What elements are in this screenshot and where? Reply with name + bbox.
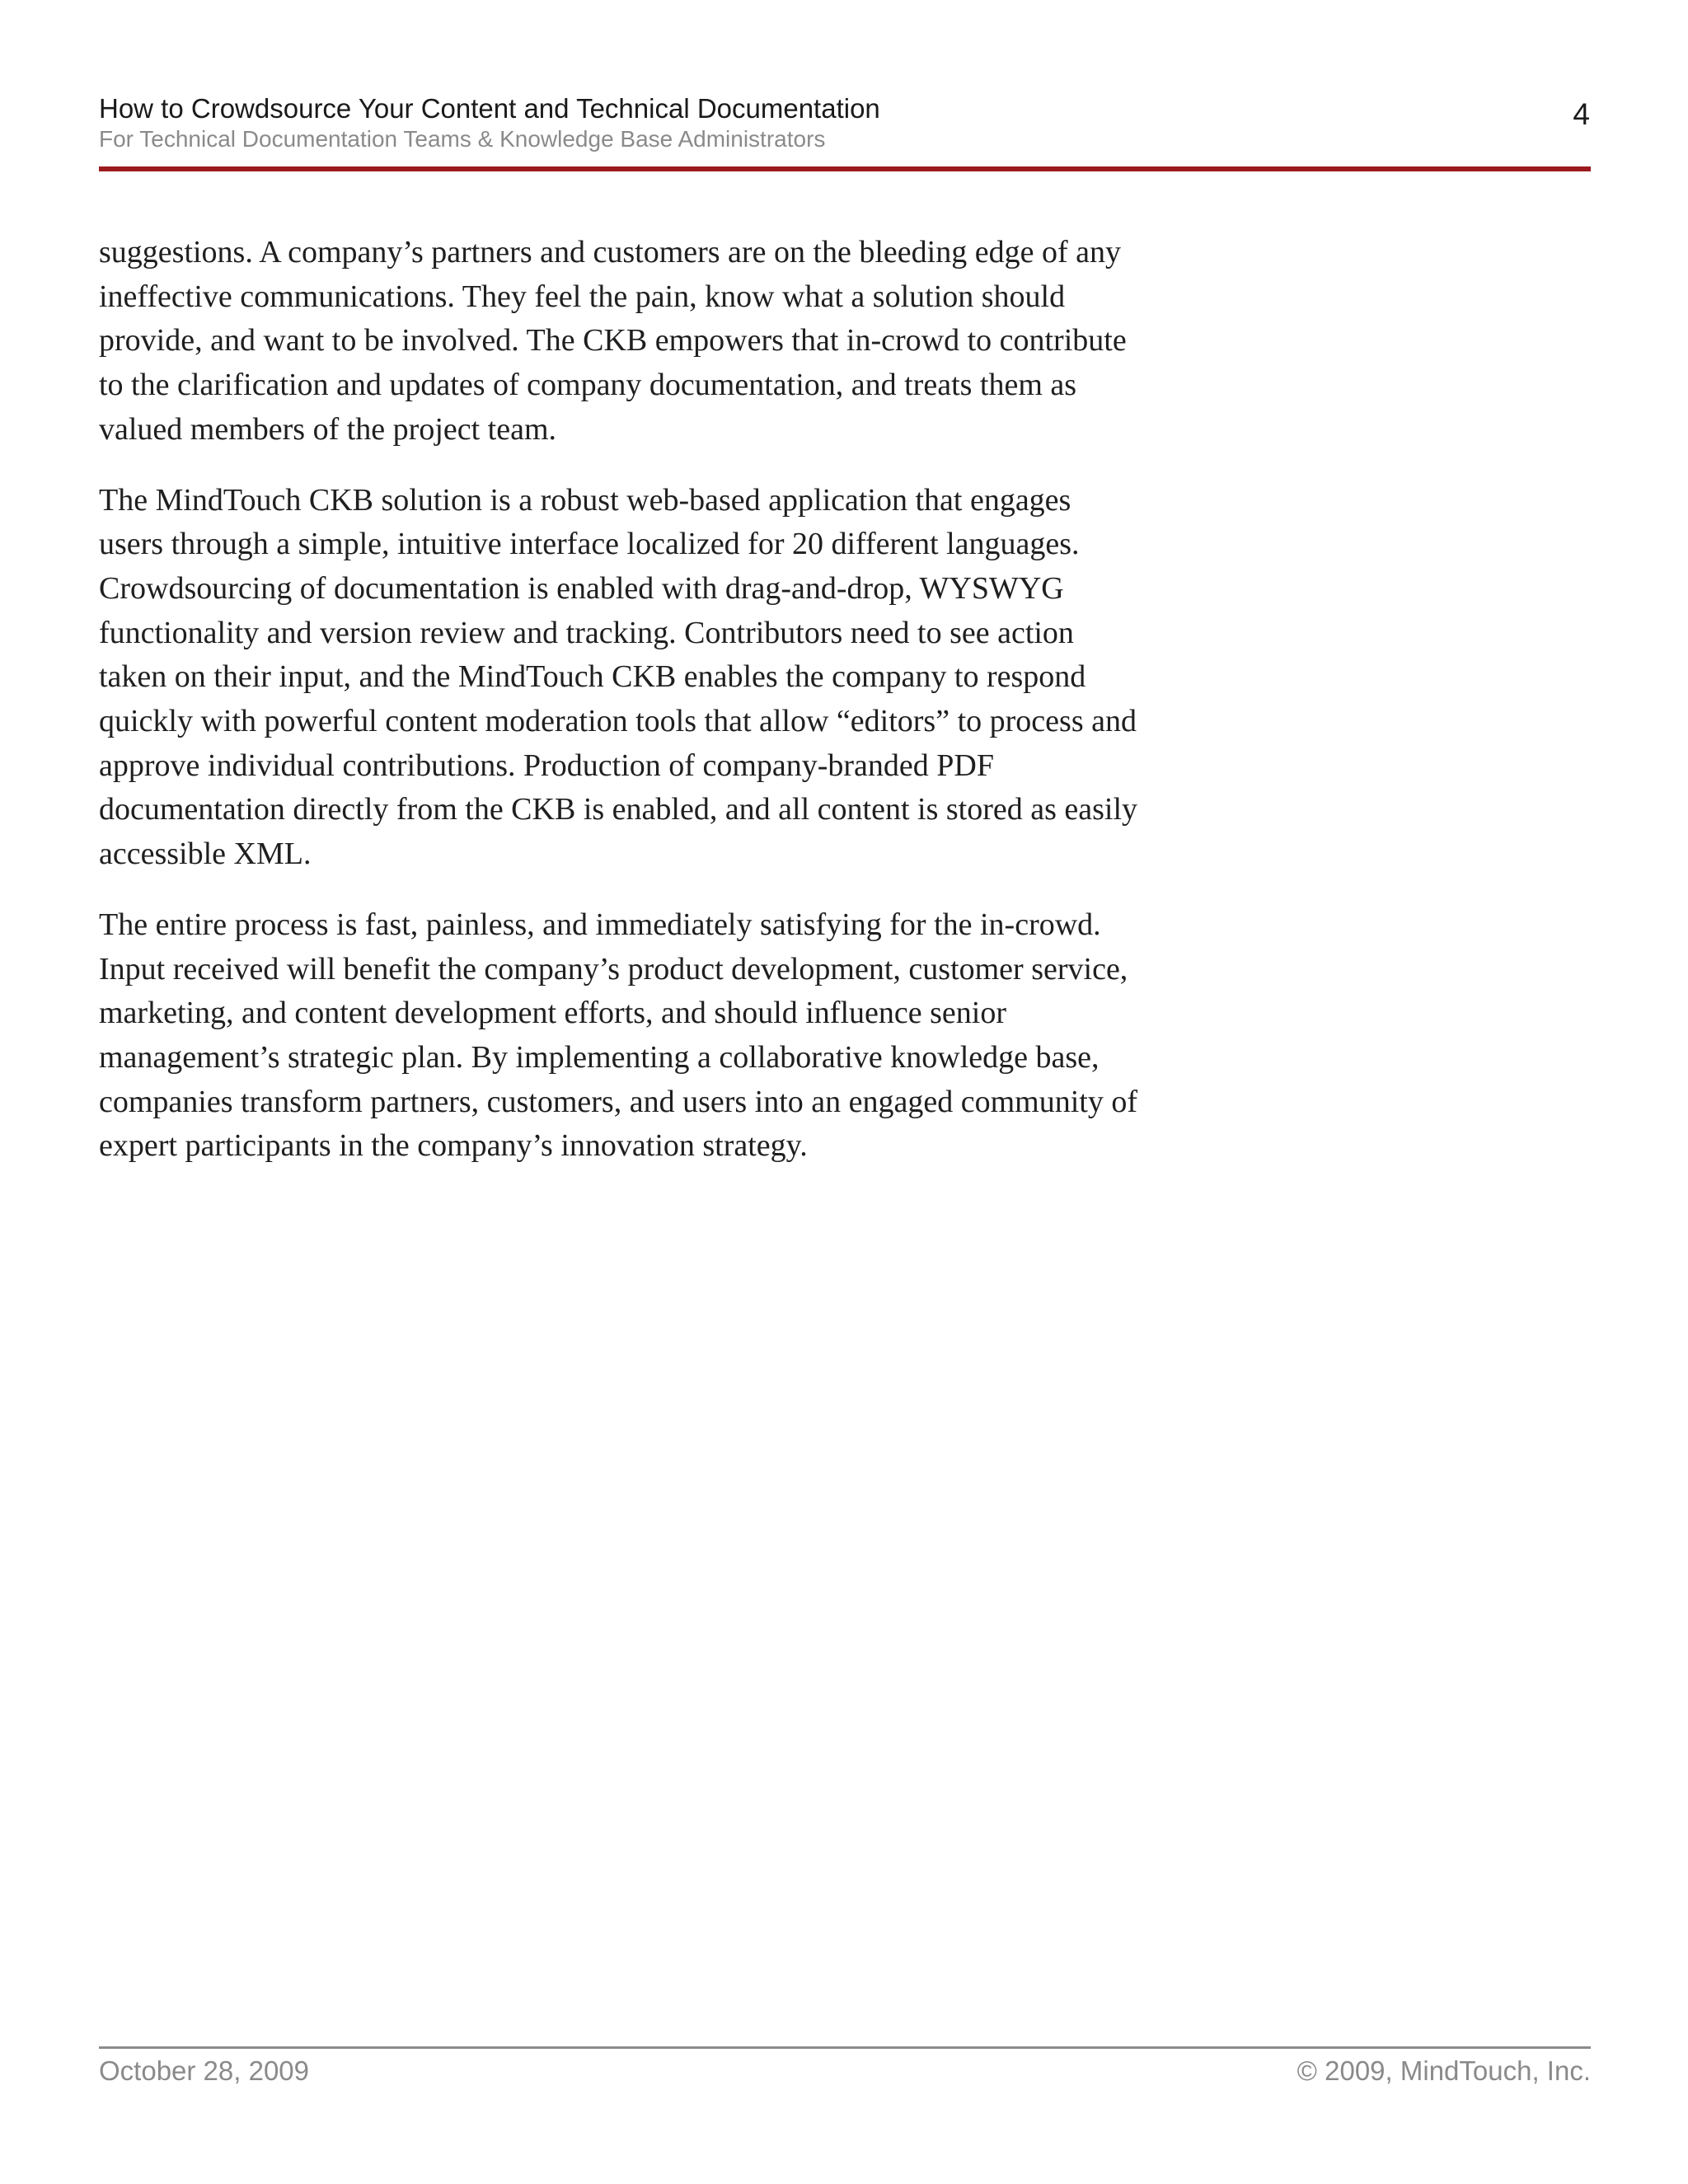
paragraph-1: suggestions. A company’s partners and customers are on the bleeding edge of any ineffective communications. They feel the pain, know what a solution should provide, and want to be involved. The CKB empowers that in-crowd to contribute to the clarification and updates of company documentation, and treats them as valued members of the project team.: [99, 235, 1127, 447]
document-subtitle: For Technical Documentation Teams & Knowledge Base Administrators: [99, 126, 826, 152]
footer-divider: [99, 2046, 1591, 2049]
footer-copyright: © 2009, MindTouch, Inc.: [1296, 2055, 1591, 2086]
paragraph-2: The MindTouch CKB solution is a robust web-based application that engages users through a simple, intuitive interface localized for 20 different languages. Crowdsourcing of documentation is enabled with drag-and-drop, WYSWYG functionality and version review and tracking. Contributors need to see action taken on their input, and the MindTouch CKB enables the company to respond quickly with powerful content moderation tools that allow “editors” to process and approve individual contributions. Production of company-branded PDF documentation directly from the CKB is enabled, and all content is stored as easily accessible XML.: [99, 482, 1138, 872]
document-title: How to Crowdsource Your Content and Technical Documentation: [99, 93, 880, 124]
body-content: [99, 231, 1137, 1195]
footer-date: October 28, 2009: [99, 2055, 310, 2086]
paragraph-3: The entire process is fast, painless, and immediately satisfying for the in-crowd. Input received will benefit the company’s product development, customer service, marketing, and content development efforts, and should influence senior management’s strategic plan. By implementing a collaborative knowledge base, companies transform partners, customers, and users into an engaged community of expert participants in the company’s innovation strategy.: [99, 907, 1137, 1164]
page-header: [99, 92, 1591, 153]
page-number: 4: [1573, 97, 1590, 131]
header-divider: [99, 166, 1591, 171]
